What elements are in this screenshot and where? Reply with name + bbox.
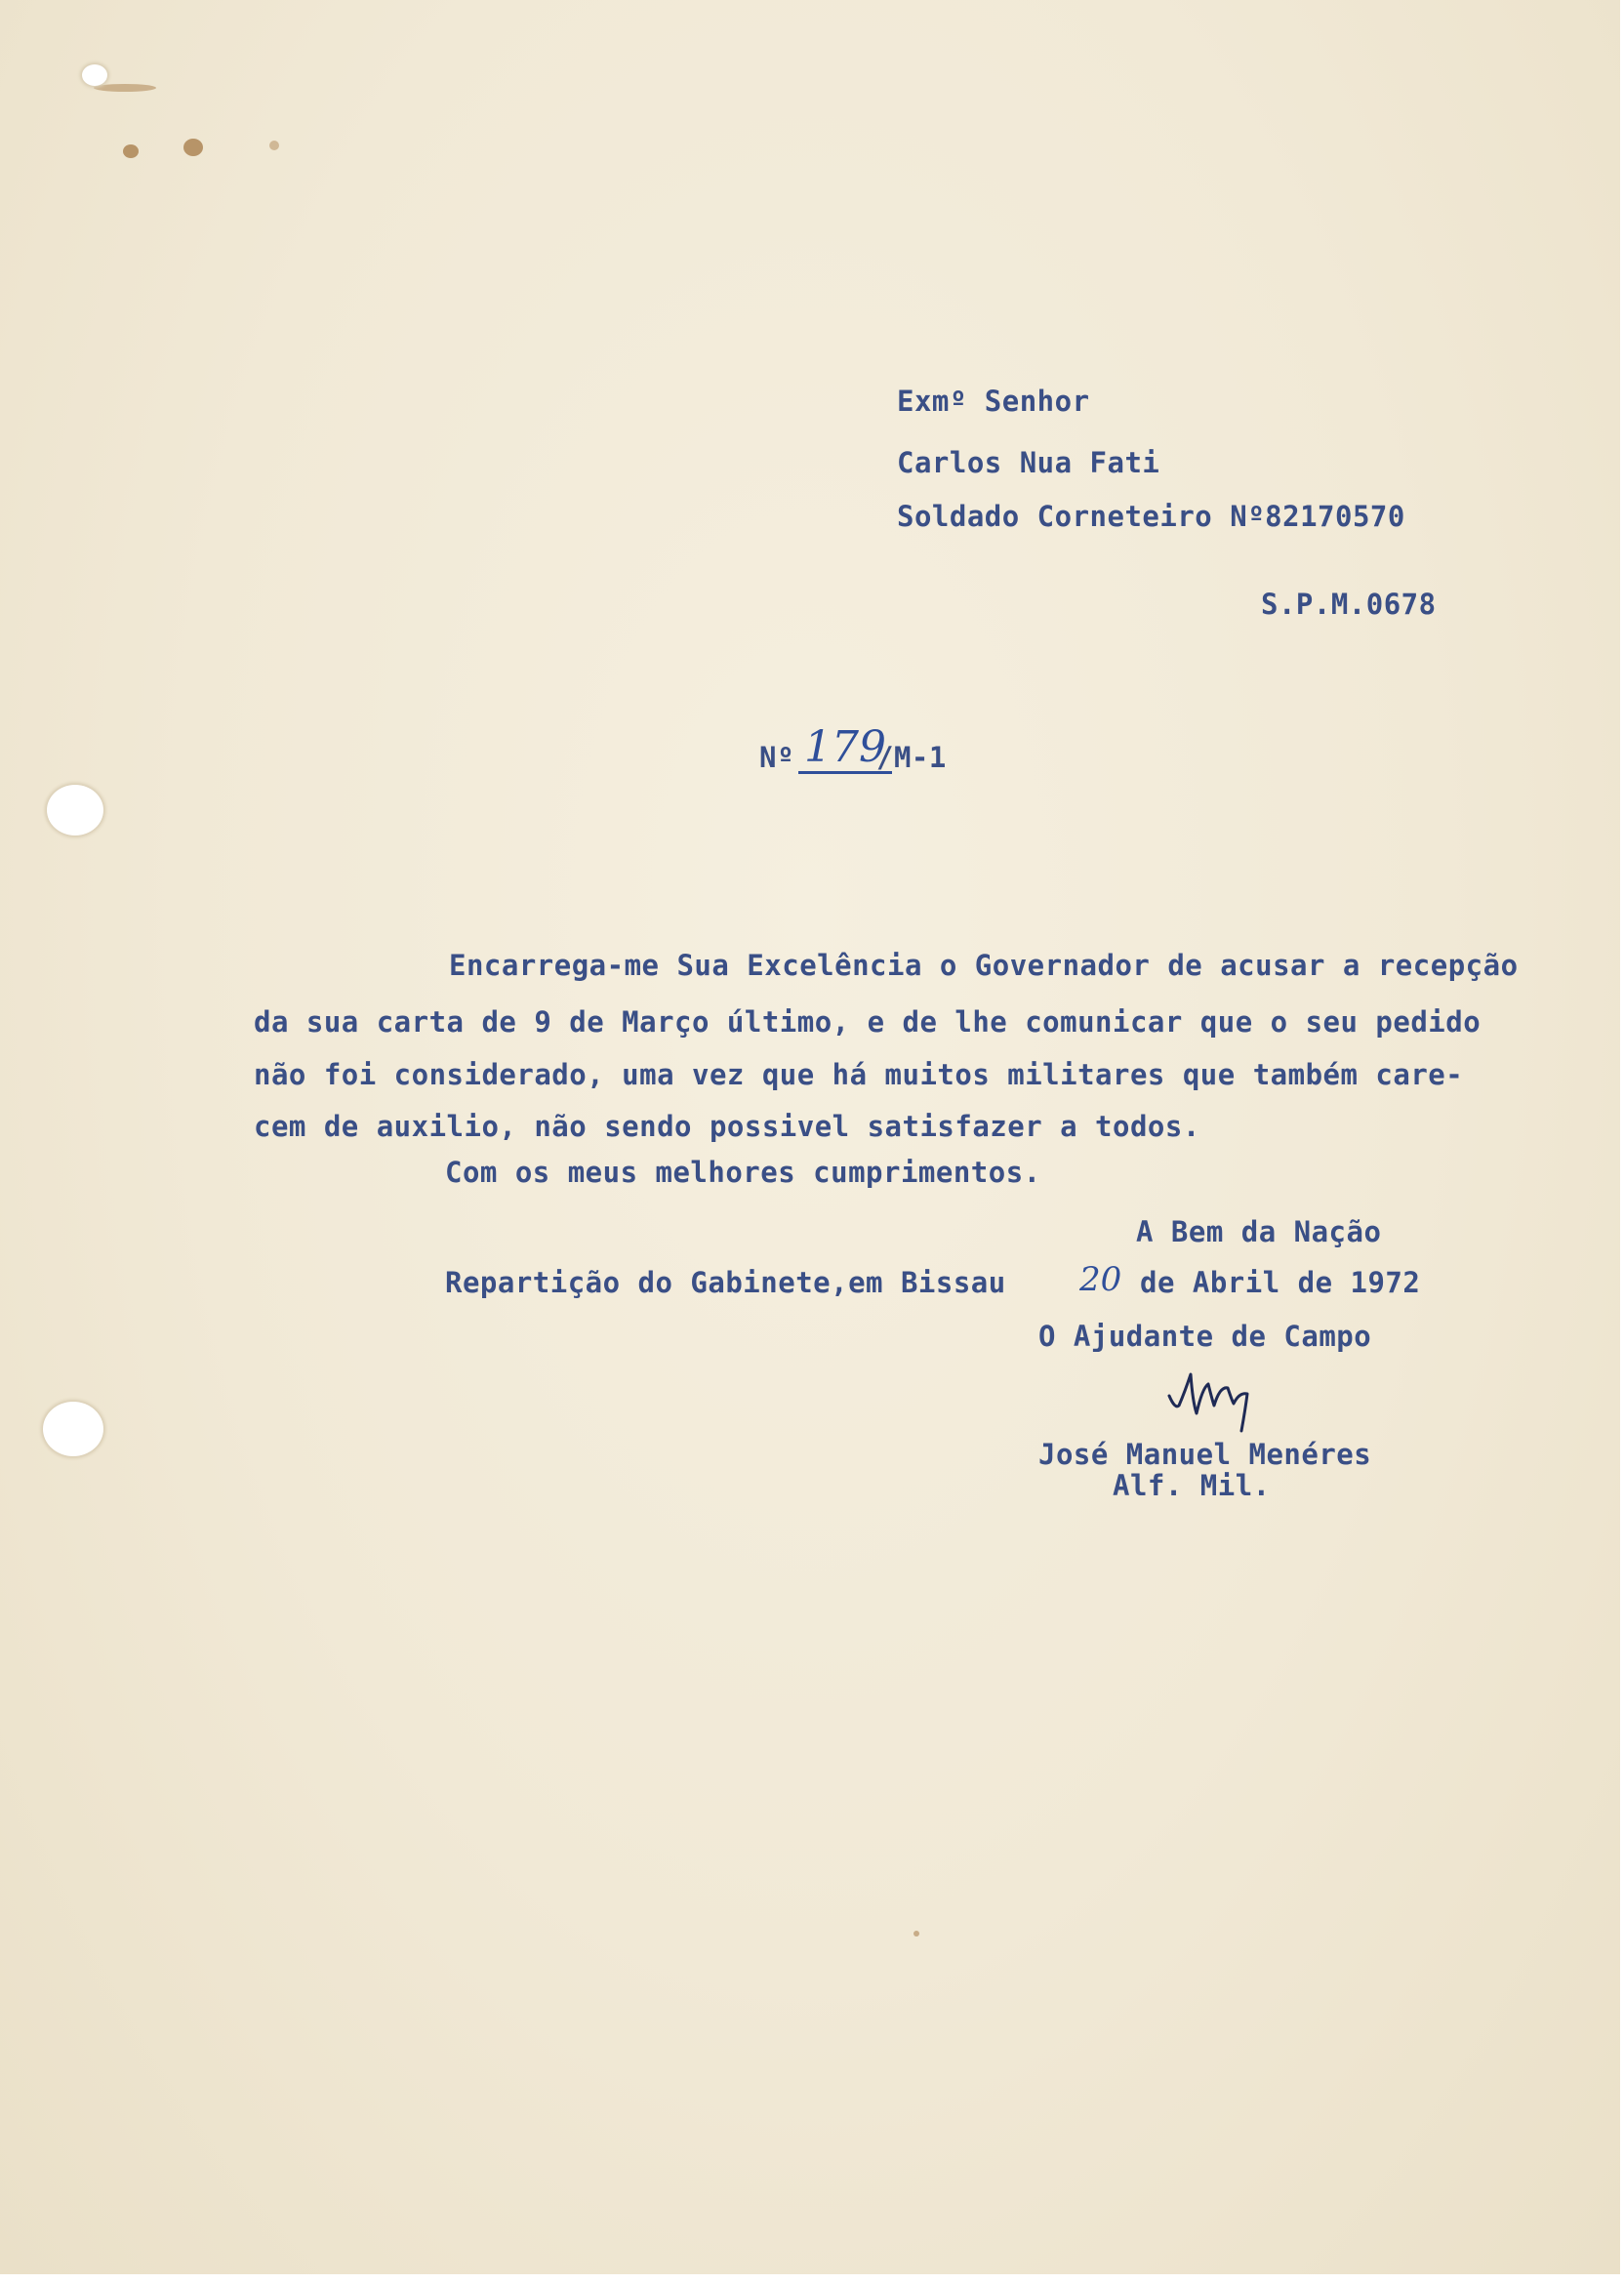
addressee-name: Carlos Nua Fati bbox=[897, 446, 1160, 479]
place-date-suffix: de Abril de 1972 bbox=[1140, 1266, 1421, 1299]
closing-line: Com os meus melhores cumprimentos. bbox=[445, 1156, 1041, 1189]
rust-stain bbox=[269, 141, 279, 150]
rust-stain bbox=[914, 1931, 919, 1937]
handwritten-day: 20 bbox=[1079, 1260, 1122, 1299]
addressee-unit: S.P.M.0678 bbox=[1261, 588, 1437, 621]
reference-prefix: Nº bbox=[759, 741, 794, 774]
torn-corner bbox=[82, 64, 107, 86]
signatory-name: José Manuel Menéres bbox=[1038, 1438, 1372, 1471]
body-line-4: cem de auxilio, não sendo possivel satisfazer a todos. bbox=[254, 1110, 1200, 1143]
rust-stain bbox=[94, 84, 156, 92]
motto: A Bem da Nação bbox=[1136, 1215, 1382, 1248]
punch-hole bbox=[47, 785, 103, 836]
addressee-rank: Soldado Corneteiro Nº82170570 bbox=[897, 500, 1405, 533]
rust-stain bbox=[123, 144, 139, 158]
punch-hole bbox=[43, 1402, 103, 1456]
addressee-salutation: Exmº Senhor bbox=[897, 385, 1090, 418]
body-line-3: não foi considerado, uma vez que há muitos militares que também care- bbox=[254, 1058, 1464, 1091]
reference-suffix: /M-1 bbox=[876, 741, 947, 774]
signatory-title: O Ajudante de Campo bbox=[1038, 1320, 1372, 1353]
signatory-rank: Alf. Mil. bbox=[1113, 1469, 1271, 1502]
place-date-prefix: Repartição do Gabinete,em Bissau bbox=[445, 1266, 1006, 1299]
reference-handwritten-number: 179 bbox=[798, 726, 892, 774]
handwritten-signature bbox=[1163, 1366, 1271, 1435]
rust-stain bbox=[183, 139, 203, 156]
body-line-1: Encarrega-me Sua Excelência o Governador de acusar a recepção bbox=[449, 949, 1519, 982]
body-line-2: da sua carta de 9 de Março último, e de lhe comunicar que o seu pedido bbox=[254, 1005, 1482, 1039]
